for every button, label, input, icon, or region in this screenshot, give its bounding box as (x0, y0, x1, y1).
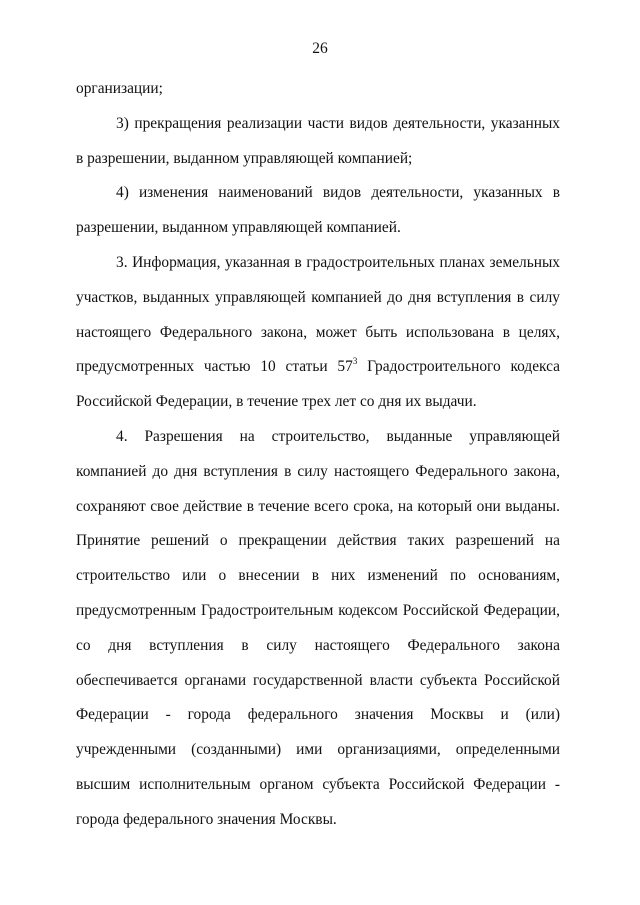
paragraph-section-4: 4. Разрешения на строительство, выданные управляющей компанией до дня вступления в силу настоящего Федерального закона, сохраняют свое действие в течение всего срока, на который они выданы. Принятие решений о прекращении действия таких разрешений на строительство или о внесении в них изменений по основаниям, предусмотренным Градостроительным кодексом Российской Федерации, со дня вступления в силу настоящего Федерального закона обеспечивается органами государственной власти субъекта Российской Федерации - города федерального значения Москвы и (или) учрежденными (созданными) ими организациями, определенными высшим исполнительным органом субъекта Российской Федерации - города федерального значения Москвы. (76, 427, 560, 828)
paragraph-item-3: 3) прекращения реализации части видов деятельности, указанных в разрешении, выданном управляющей компанией; (76, 114, 560, 167)
paragraph-item-4: 4) изменения наименований видов деятельности, указанных в разрешении, выданном управляющей компанией. (76, 184, 560, 237)
section-3-text-before: 3. Информация, указанная в градостроительных планах земельных участков, выданных управляющей компанией до дня вступления в силу настоящего Федерального закона, может быть использована в целях, предусмотренных частью 10 статьи 57 (76, 253, 560, 376)
document-body (76, 72, 560, 838)
page-number: 26 (312, 40, 328, 57)
paragraph-continuation: организации; (76, 80, 163, 97)
paragraph-section-3 (76, 246, 560, 420)
article-superscript: 3 (352, 356, 358, 367)
section-3-text-after: Градостроительного кодекса Российской Федерации, в течение трех лет со дня их выдачи. (76, 358, 560, 411)
